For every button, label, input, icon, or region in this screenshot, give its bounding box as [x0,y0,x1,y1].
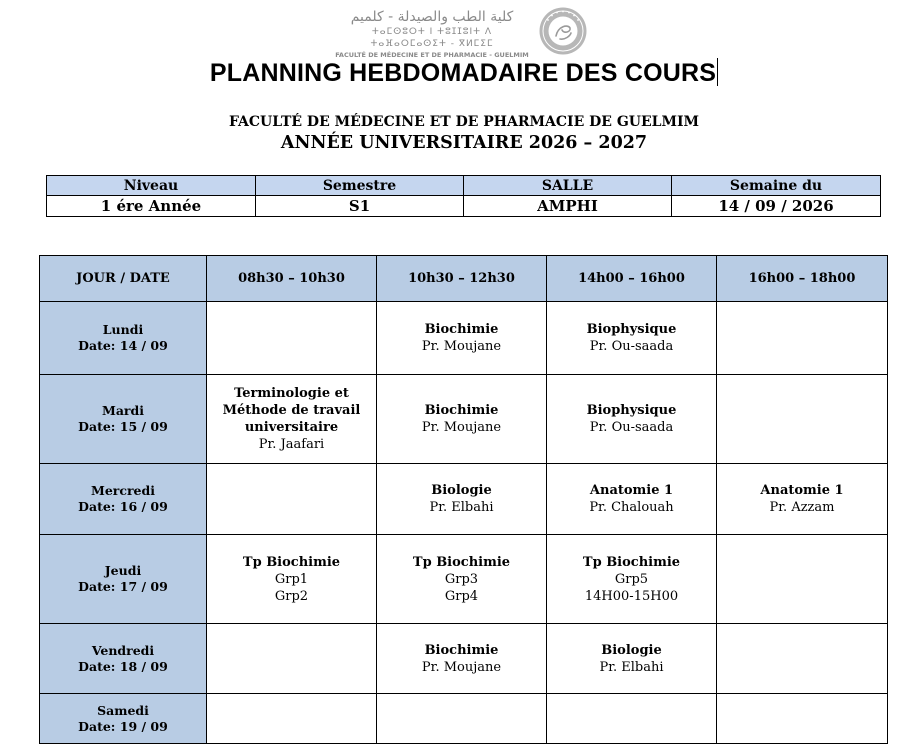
slot-cell [377,302,547,375]
slot-cell [377,535,547,624]
day-name: Lundi [102,322,144,337]
day-cell [40,302,207,375]
day-cell [40,624,207,694]
day-date: Date: 19 / 09 [78,718,168,734]
slot-cell [377,464,547,535]
info-table [46,175,881,217]
header-slot-4: 16h00 – 18h00 [717,256,888,302]
course-subject: Biochimie [424,642,499,658]
day-name: Mercredi [90,483,155,498]
slot-cell [207,694,377,744]
day-date: Date: 14 / 09 [78,338,168,353]
slot-cell [717,694,888,744]
course-detail: Pr. Elbahi [599,659,664,675]
course-detail: Pr. Elbahi [429,500,494,515]
day-date: Date: 18 / 09 [78,658,168,674]
course-subject: Anatomie 1 [589,483,674,498]
course-detail: 14H00-15H00 [584,588,679,604]
course-detail: Grp1 [274,571,309,587]
slot-cell [547,535,717,624]
logo-arabic-text: كلية الطب والصيدلة - كلميم [350,9,514,25]
course-detail: Pr. Ou-saada [589,420,674,435]
logo-tifinagh-text: ⵜⴰⵎⵙⵓⵔⵜ ⵏ ⵜⵓⵊⵊⵓⵏⵜ ⴷ ⵜⴰⴼⴰⵔⵎⴰⵙⵉⵜ - ⴳⵍⵎⵉⵎ [370,27,494,49]
day-date: Date: 16 / 09 [78,499,168,514]
table-row [40,694,888,744]
course-subject: Biologie [601,642,662,658]
course-subject: Biophysique [586,403,677,418]
university-seal-icon [538,6,588,56]
course-subject: Biophysique [586,322,677,337]
schedule-table [39,255,888,744]
slot-cell [717,624,888,694]
slot-cell [547,302,717,375]
slot-cell [547,624,717,694]
slot-cell [207,535,377,624]
course-detail: Pr. Chalouah [589,500,674,515]
course-subject: Biochimie [424,322,499,337]
course-detail: Grp5 [614,571,649,587]
slot-cell [547,694,717,744]
course-detail: Pr. Moujane [421,339,502,354]
table-row [40,464,888,535]
slot-cell [377,375,547,464]
info-header-niveau: Niveau [47,176,256,196]
day-cell [40,694,207,744]
slot-cell [207,464,377,535]
info-header-semestre: Semestre [256,176,464,196]
info-value-row [47,196,881,217]
day-cell [40,464,207,535]
info-header-row [47,176,881,196]
day-name: Vendredi [91,642,155,658]
day-name: Samedi [97,702,149,718]
info-value-niveau: 1 ére Année [47,196,256,217]
course-detail: Pr. Azzam [769,500,835,515]
info-value-semestre: S1 [256,196,464,217]
page-title: PLANNING HEBDOMADAIRE DES COURS [209,59,717,87]
day-name: Jeudi [104,563,142,578]
info-value-semaine: 14 / 09 / 2026 [672,196,881,217]
slot-cell [207,302,377,375]
slot-cell [377,624,547,694]
course-detail: Pr. Moujane [421,420,502,435]
slot-cell [717,535,888,624]
header-slot-1: 08h30 – 10h30 [207,256,377,302]
day-name: Mardi [101,403,144,418]
course-subject: Tp Biochimie [242,554,341,570]
slot-cell [717,464,888,535]
table-row [40,535,888,624]
slot-cell [207,624,377,694]
course-subject: Terminologie et Méthode de travail universitaire [222,386,361,435]
slot-cell [717,375,888,464]
text-cursor [717,58,718,86]
day-date: Date: 17 / 09 [78,579,168,594]
day-cell [40,375,207,464]
header-slot-2: 10h30 – 12h30 [377,256,547,302]
course-detail: Grp2 [274,588,309,604]
course-detail: Grp3 [444,571,479,587]
header-jour-date: JOUR / DATE [40,256,207,302]
slot-cell [547,375,717,464]
course-subject: Tp Biochimie [412,554,511,570]
table-row [40,302,888,375]
day-cell [40,535,207,624]
course-detail: Pr. Ou-saada [589,339,674,354]
course-subject: Anatomie 1 [760,483,844,498]
course-detail: Pr. Moujane [421,659,502,675]
course-subject: Biologie [431,483,492,498]
info-value-salle: AMPHI [464,196,672,217]
faculty-logo [332,4,590,58]
academic-year: ANNÉE UNIVERSITAIRE 2026 – 2027 [280,133,648,153]
header-slot-3: 14h00 – 16h00 [547,256,717,302]
faculty-name: FACULTÉ DE MÉDECINE ET DE PHARMACIE DE GUELMIM [228,114,700,130]
course-detail: Pr. Jaafari [258,437,325,452]
day-date: Date: 15 / 09 [78,419,168,434]
info-header-semaine: Semaine du [672,176,881,196]
table-row [40,624,888,694]
slot-cell [207,375,377,464]
table-row [40,375,888,464]
logo-french-text: FACULTÉ DE MÉDECINE ET DE PHARMACIE - GUELMIM [335,51,529,59]
course-detail: Grp4 [444,588,479,604]
course-subject: Biochimie [424,403,499,418]
slot-cell [547,464,717,535]
course-subject: Tp Biochimie [582,554,681,570]
schedule-header-row [40,256,888,302]
info-header-salle: SALLE [464,176,672,196]
slot-cell [717,302,888,375]
slot-cell [377,694,547,744]
